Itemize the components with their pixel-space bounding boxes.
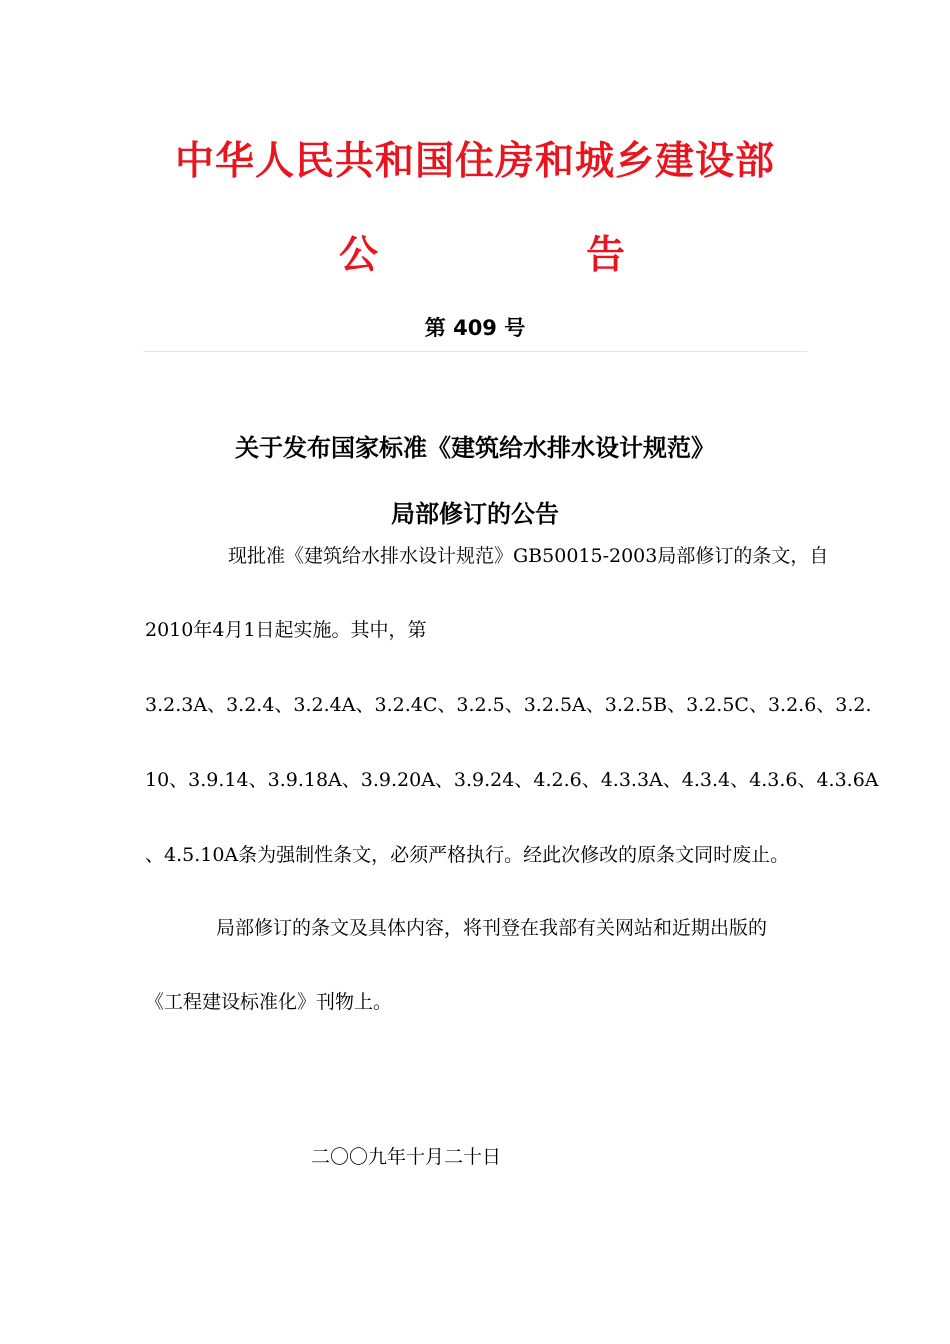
document-type-title — [0, 224, 950, 278]
subject-line-2: 局部修订的公告 — [391, 500, 559, 528]
document-number: 第 409 号 — [424, 316, 526, 340]
body-line: 10、3.9.14、3.9.18A、3.9.20A、3.9.24、4.2.6、4.3.3A、4.3.4、4.3.6、4.3.6A — [145, 769, 879, 791]
subject-line-1: 关于发布国家标准《建筑给水排水设计规范》 — [235, 434, 715, 462]
body-line: 《工程建设标准化》刊物上。 — [145, 991, 393, 1013]
body-line: 、4.5.10A条为强制性条文，必须严格执行。经此次修改的原条文同时废止。 — [145, 844, 790, 866]
body-line: 2010年4月1日起实施。其中，第 — [145, 619, 427, 641]
body-line: 3.2.3A、3.2.4、3.2.4A、3.2.4C、3.2.5、3.2.5A、3.2.5B、3.2.5C、3.2.6、3.2. — [145, 694, 872, 716]
issuer-title: 中华人民共和国住房和城乡建设部 — [174, 139, 775, 184]
body-line: 局部修订的条文及具体内容，将刊登在我部有关网站和近期出版的 — [216, 917, 768, 939]
header-divider — [143, 351, 807, 352]
document-type-char-2: 告 — [586, 233, 626, 278]
issue-date: 二〇〇九年十月二十日 — [311, 1146, 502, 1168]
body-line: 现批准《建筑给水排水设计规范》GB50015-2003局部修订的条文，自 — [228, 545, 829, 567]
document-type-char-1: 公 — [339, 233, 379, 278]
